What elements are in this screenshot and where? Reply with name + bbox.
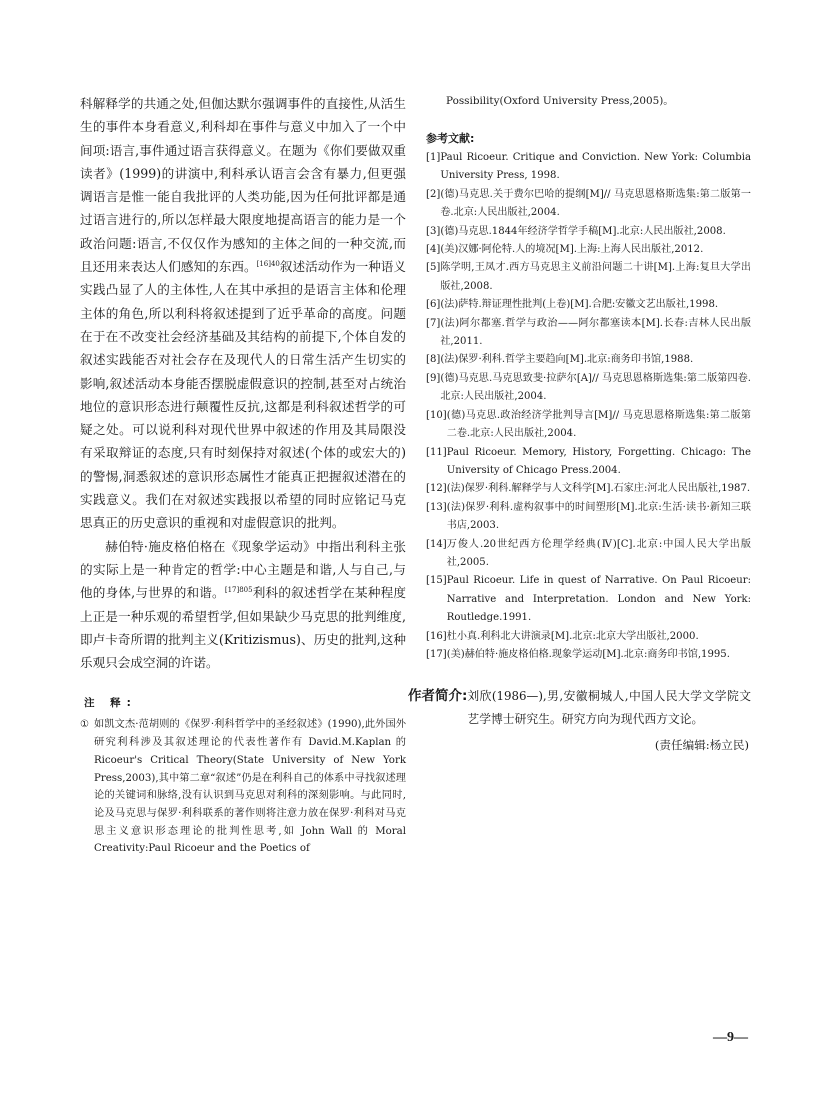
references-heading: 参考文献: — [426, 132, 475, 145]
reference-item — [426, 536, 751, 573]
reference-text: (德)马克思.政治经济学批判导言[M]// 马克思恩格斯选集:第二版第二卷.北京:人民出版社,2004. — [446, 409, 751, 440]
reference-number: [15] — [426, 575, 447, 587]
reference-number: [3] — [426, 225, 441, 237]
reference-number: [9] — [426, 372, 441, 384]
reference-item — [426, 628, 751, 646]
body-paragraph — [80, 92, 406, 535]
reference-text: (法)保罗·利科.哲学主要趋向[M].北京:商务印书馆,1988. — [440, 354, 694, 366]
body-text-run: 利科的叙述哲学在某种程度上正是一种乐观的希望哲学,但如果缺少马克思的批判维度,即卢卡奇所谓的批判主义(Kritizismus)、历史的批判,这种乐观只会成空洞的许诺。 — [80, 585, 406, 671]
reference-text: 万俊人.20世纪西方伦理学经典(Ⅳ)[C].北京:中国人民大学出版社,2005. — [446, 538, 751, 568]
reference-item — [426, 499, 751, 536]
body-text-run: 叙述活动作为一种语义实践凸显了人的主体性,人在其中承担的是语言主体和伦理主体的角色,所以利科将叙述提到了近乎革命的高度。问题在于在不改变社会经济基础及其结构的前提下,个体自发的叙述实践能否对社会存在及现代人的日常生活产生切实的影响,叙述活动本身能否摆脱虚假意识的控制,甚至对占统治地位的意识形态进行颠覆性反抗,这都是利科叙述哲学的可疑之处。可以说利科对现代世界中叙述的作用及其局限没有采取辩证的态度,只有时刻保持对叙述(个体的或宏大的)的警惕,洞悉叙述的意识形态属性才能真正把握叙述潜在的实践意义。我们在对叙述实践报以希望的同时应铭记马克思真正的历史意识的重视和对虚假意识的批判。 — [80, 259, 407, 531]
reference-text: (德)马克思.马克思致斐·拉萨尔[A]// 马克思恩格斯选集:第二版第四卷.北京:人民出版社,2004. — [440, 372, 751, 403]
article-body — [80, 92, 406, 674]
right-column — [408, 92, 751, 753]
reference-number: [1] — [426, 152, 441, 163]
citation-superscript: [17]805 — [224, 586, 253, 595]
reference-number: [13] — [426, 501, 447, 513]
note-item — [80, 716, 406, 858]
reference-number: [6] — [426, 299, 441, 311]
reference-number: [17] — [426, 648, 447, 660]
left-column — [80, 92, 406, 858]
reference-item — [426, 370, 751, 407]
reference-text: (法)保罗·利科.解释学与人文科学[M].石家庄:河北人民出版社,1987. — [446, 483, 751, 495]
reference-text: (美)赫伯特·施皮格伯格.现象学运动[M].北京:商务印书馆,1995. — [446, 648, 730, 660]
notes-heading: 注 释: — [84, 697, 137, 710]
author-bio — [408, 685, 751, 731]
reference-item — [426, 444, 751, 481]
note-continuation: Possibility(Oxford University Press,2005)。 — [446, 95, 674, 107]
reference-number: [2] — [426, 188, 441, 200]
reference-text: Paul Ricoeur. Memory, History, Forgetting. Chicago: The University of Chicago Press.2004. — [446, 446, 751, 476]
reference-number: [8] — [426, 354, 441, 366]
reference-text: (法)保罗·利科.虚构叙事中的时间塑形[M].北京:生活·读书·新知三联书店,2003. — [446, 501, 751, 532]
reference-number: [12] — [426, 483, 447, 495]
reference-item — [426, 259, 751, 296]
note-mark: ① — [80, 719, 90, 731]
reference-item — [426, 186, 751, 223]
reference-item — [426, 351, 751, 369]
citation-superscript: [16]40 — [256, 260, 280, 269]
reference-number: [5] — [426, 262, 441, 274]
reference-text: (德)马克思.关于费尔巴哈的提纲[M]// 马克思恩格斯选集:第二版第一卷.北京:人民出版社,2004. — [440, 188, 751, 219]
reference-item — [426, 149, 751, 186]
author-bio-text: 刘欣(1986—),男,安徽桐城人,中国人民大学文学院文艺学博士研究生。研究方向为现代西方文论。 — [467, 689, 751, 727]
reference-item — [426, 646, 751, 664]
editor-credit: (责任编辑:杨立民) — [654, 738, 749, 753]
note-text: 如凯文杰·范胡则的《保罗·利科哲学中的圣经叙述》(1990),此外国外研究利科涉及其叙述理论的代表性著作有 David.M.Kaplan 的 Ricoeur's Critical Theory(State University of New York Press,2003),其中第二章“叙述”仍是在利科自己的体系中寻找叙述理论的关键词和脉络,没有认识到马克思对利科的深刻影响。与此同时,论及马克思与保罗·利科联系的著作则将注意力放在保罗·利科对马克思主义意识形态理论的批判性思考,如 John Wall 的 Moral Creativity:Paul Ricoeur and the Poetics of — [94, 719, 406, 855]
reference-text: 陈学明,王凤才.西方马克思主义前沿问题二十讲[M].上海:复旦大学出版社,2008. — [440, 262, 751, 292]
body-text-run: 科解释学的共通之处,但伽达默尔强调事件的直接性,从活生生的事件本身看意义,利科却在事件与意义中加入了一个中间项:语言,事件通过语言获得意义。在题为《你们要做双重读者》(1999)的讲演中,利科承认语言会含有暴力,但更强调语言是惟一能自我批评的人类功能,因为任何批评都是通过语言进行的,所以怎样最大限度地提高语言的能力是一个政治问题:语言,不仅仅作为感知的主体之间的一种交流,而且还用来表达人们感知的东西。 — [80, 96, 406, 275]
reference-number: [14] — [426, 538, 447, 550]
reference-text: 杜小真.利科北大讲演录[M].北京:北京大学出版社,2000. — [446, 630, 699, 642]
reference-text: (法)萨特.辩证理性批判(上卷)[M].合肥:安徽文艺出版社,1998. — [440, 299, 719, 311]
references-list — [426, 149, 751, 664]
reference-text: Paul Ricoeur. Critique and Conviction. New York: Columbia University Press, 1998. — [440, 152, 751, 182]
reference-item — [426, 315, 751, 352]
body-text-run: 赫伯特·施皮格伯格在《现象学运动》中指出利科主张的实际上是一种肯定的哲学:中心主题是和谐,人与自己,与他的身体,与世界的和谐。 — [80, 538, 406, 601]
author-bio-label: 作者简介: — [408, 688, 468, 705]
reference-text: (美)汉娜·阿伦特.人的境况[M].上海:上海人民出版社,2012. — [440, 244, 704, 256]
reference-text: (德)马克思.1844年经济学哲学手稿[M].北京:人民出版社,2008. — [440, 225, 726, 237]
body-paragraph — [80, 535, 406, 675]
reference-item — [426, 296, 751, 314]
reference-number: [4] — [426, 244, 441, 256]
reference-text: Paul Ricoeur. Life in quest of Narrative. On Paul Ricoeur: Narrative and Interpretation. London and New York: Routledge.1991. — [446, 575, 751, 624]
reference-item — [426, 572, 751, 627]
reference-text: (法)阿尔都塞.哲学与政治——阿尔都塞读本[M].长春:吉林人民出版社,2011. — [440, 317, 751, 348]
reference-item — [426, 407, 751, 444]
reference-number: [7] — [426, 317, 441, 329]
reference-item — [426, 480, 751, 498]
reference-number: [10] — [426, 409, 447, 421]
reference-number: [16] — [426, 630, 447, 642]
reference-item — [426, 223, 751, 241]
reference-number: [11] — [426, 446, 447, 458]
page-number: —9— — [713, 1030, 748, 1045]
reference-item — [426, 241, 751, 259]
